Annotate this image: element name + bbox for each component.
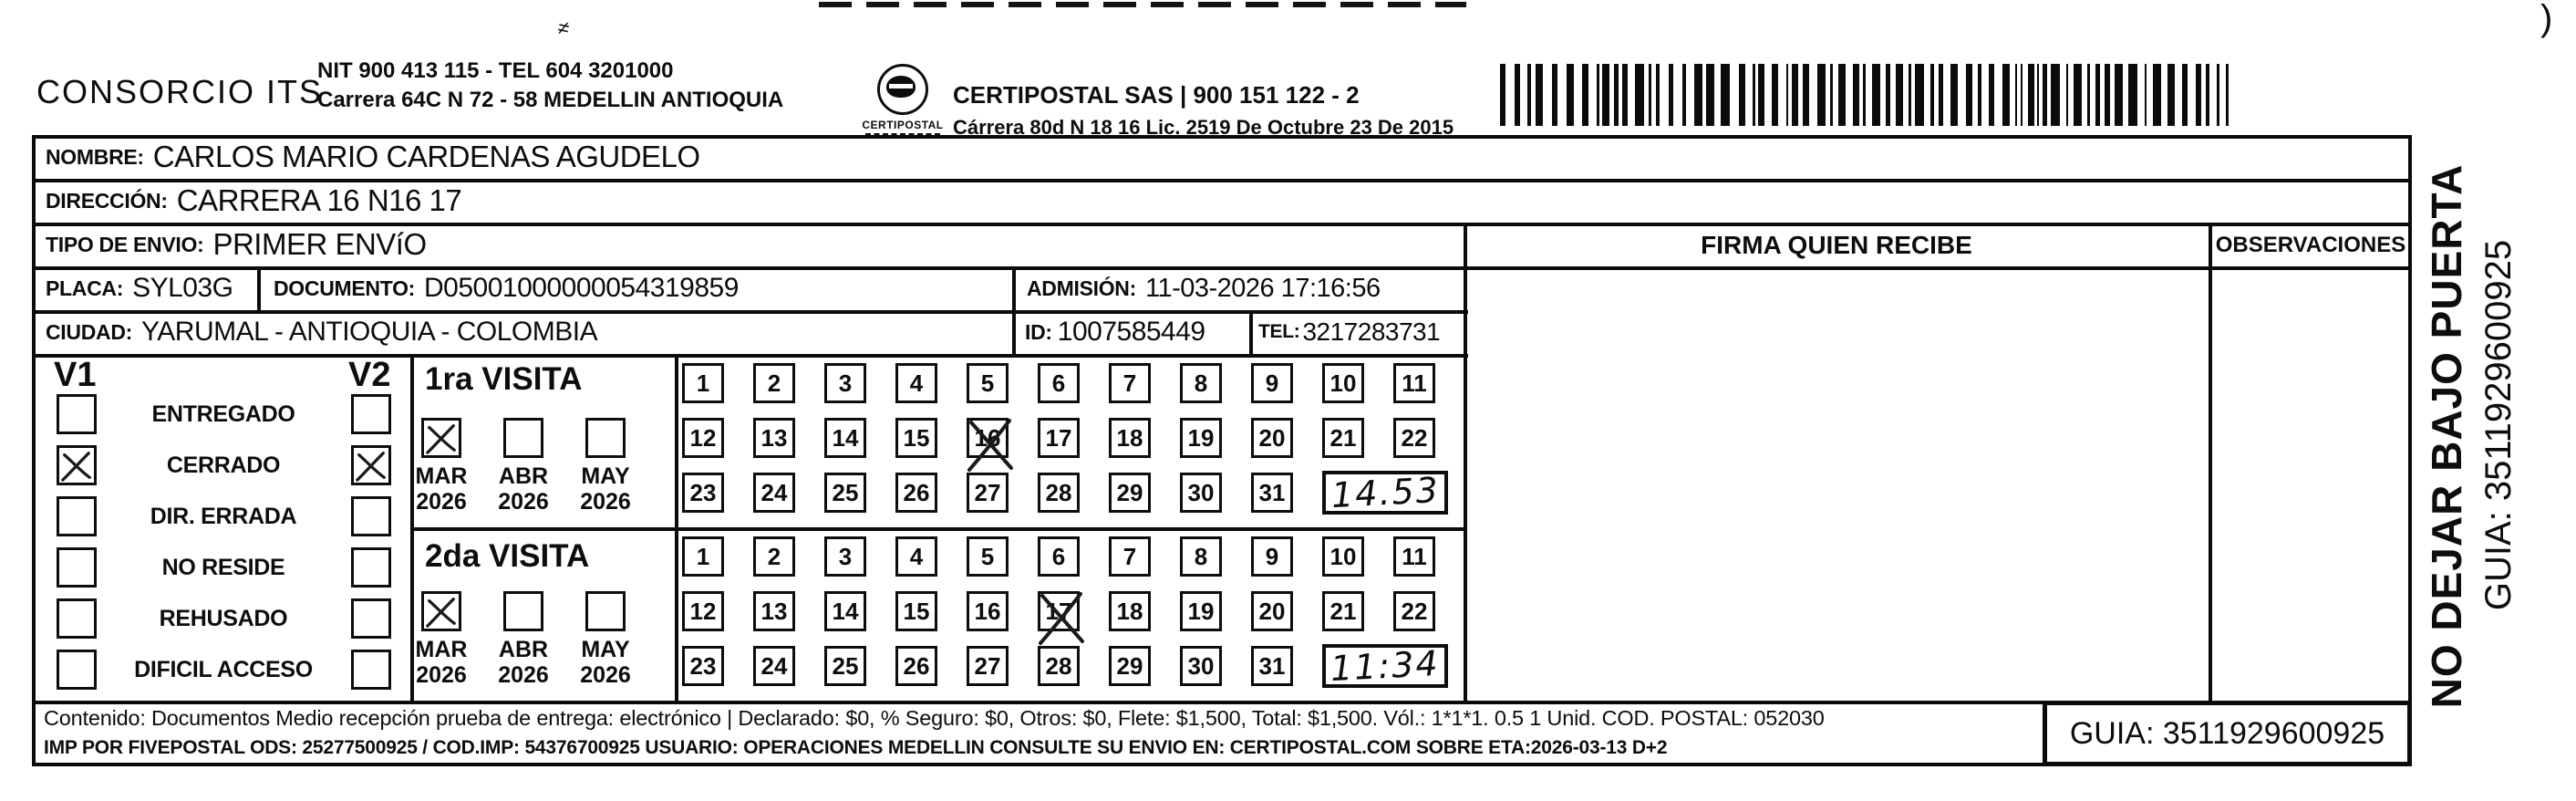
day-cell bbox=[967, 473, 1009, 513]
visit-1-days bbox=[675, 354, 1464, 527]
day-number: 19 bbox=[1187, 423, 1215, 452]
month-year-label: 2026 bbox=[498, 489, 549, 515]
certipostal-logo bbox=[857, 64, 948, 135]
day-cell bbox=[824, 418, 866, 458]
day-number: 30 bbox=[1187, 478, 1215, 506]
day-number: 24 bbox=[760, 478, 788, 506]
status-option-label: DIR. ERRADA bbox=[150, 504, 297, 529]
status-option-label: ENTREGADO bbox=[151, 401, 295, 427]
day-number: 7 bbox=[1122, 369, 1137, 397]
month-label: ABR bbox=[498, 463, 549, 489]
visit-1-months bbox=[410, 354, 675, 527]
day-number: 1 bbox=[696, 369, 710, 397]
status-row bbox=[32, 445, 410, 485]
day-number: 21 bbox=[1329, 597, 1357, 625]
visit-1-block bbox=[410, 354, 1464, 527]
admision-label: ADMISIÓN: bbox=[1027, 276, 1136, 300]
day-number: 5 bbox=[980, 542, 995, 570]
handwritten-time: 11:34 bbox=[1329, 642, 1441, 690]
day-number: 29 bbox=[1116, 651, 1143, 680]
certipostal-license: Cárrera 80d N 18 16 Lic. 2519 De Octubre 23 De 2015 bbox=[953, 116, 1454, 139]
day-cell bbox=[824, 591, 866, 631]
day-cell bbox=[967, 591, 1009, 631]
day-number: 9 bbox=[1265, 369, 1279, 397]
day-cell bbox=[1251, 418, 1293, 458]
day-cell bbox=[753, 473, 795, 513]
visit-2-months bbox=[410, 527, 675, 701]
day-cell bbox=[1322, 591, 1364, 631]
observaciones-column-header: OBSERVACIONES bbox=[2215, 233, 2406, 257]
month-year-label: 2026 bbox=[416, 662, 467, 688]
v1-checkbox bbox=[57, 394, 97, 434]
day-number: 18 bbox=[1116, 597, 1143, 625]
v1-column-label: V1 bbox=[54, 356, 97, 394]
direccion-value: CARRERA 16 N16 17 bbox=[176, 183, 462, 217]
day-number: 16 bbox=[974, 597, 1001, 625]
day-number: 19 bbox=[1187, 597, 1215, 625]
day-number: 13 bbox=[760, 423, 788, 452]
day-cell bbox=[967, 418, 1009, 458]
day-cell bbox=[682, 536, 724, 577]
month-year-label: 2026 bbox=[498, 662, 549, 688]
handwritten-x-mark bbox=[354, 448, 388, 483]
day-cell bbox=[682, 363, 724, 403]
admision-cell bbox=[1027, 266, 1381, 310]
day-number: 10 bbox=[1329, 369, 1357, 397]
handwritten-x-mark bbox=[424, 421, 459, 455]
day-number: 25 bbox=[832, 478, 859, 506]
delivery-status-panel bbox=[32, 354, 410, 701]
side-note-no-dejar: NO DEJAR BAJO PUERTA bbox=[2423, 163, 2470, 709]
side-note-guia: GUIA: 3511929600925 bbox=[2478, 239, 2519, 611]
day-number: 31 bbox=[1258, 478, 1286, 506]
v1-checkbox bbox=[57, 496, 97, 536]
day-cell bbox=[1322, 536, 1364, 577]
day-number: 22 bbox=[1401, 597, 1428, 625]
tipo-envio-label: TIPO DE ENVIO: bbox=[46, 232, 204, 256]
day-cell bbox=[1251, 646, 1293, 686]
day-cell bbox=[1393, 536, 1435, 577]
status-option-label: NO RESIDE bbox=[161, 555, 285, 580]
handwritten-time-box bbox=[1322, 471, 1448, 515]
direccion-label: DIRECCIÓN: bbox=[46, 188, 168, 213]
contenido-line: Contenido: Documentos Medio recepción prueba de entrega: electrónico | Declarado: $0, % Seguro: $0, Otros: $0, Flete: $1,500, Total: $1,500. Vól.: 1*1*1. 0.5 1 Unid. COD. POSTAL: 052030 bbox=[44, 706, 1825, 730]
day-number: 15 bbox=[903, 423, 930, 452]
v2-column-label: V2 bbox=[348, 356, 391, 394]
month-label: MAR bbox=[415, 463, 468, 489]
day-number: 11 bbox=[1402, 369, 1427, 397]
day-number: 5 bbox=[980, 369, 995, 397]
tel-cell bbox=[1258, 310, 1440, 354]
documento-label: DOCUMENTO: bbox=[274, 276, 416, 300]
month-label: MAY bbox=[581, 637, 630, 662]
admision-value: 11-03-2026 17:16:56 bbox=[1144, 273, 1381, 303]
day-cell bbox=[753, 363, 795, 403]
day-number: 4 bbox=[909, 369, 924, 397]
handwritten-x-mark bbox=[424, 594, 459, 629]
v1-checkbox bbox=[57, 650, 97, 690]
day-cell bbox=[1180, 418, 1222, 458]
day-number: 24 bbox=[760, 651, 788, 680]
day-cell bbox=[682, 473, 724, 513]
id-cell bbox=[1025, 310, 1205, 354]
day-cell bbox=[682, 646, 724, 686]
day-cell bbox=[1109, 418, 1151, 458]
status-row bbox=[32, 598, 410, 639]
handwritten-time-box bbox=[1322, 644, 1448, 688]
day-cell bbox=[1393, 363, 1435, 403]
tipo-envio-row bbox=[46, 223, 427, 266]
scan-artifact-mark: ≠ bbox=[555, 16, 572, 40]
day-number: 11 bbox=[1402, 542, 1427, 570]
day-cell bbox=[753, 646, 795, 686]
visit-1-title: 1ra VISITA bbox=[425, 361, 583, 397]
day-cell bbox=[1109, 536, 1151, 577]
day-cell bbox=[1180, 363, 1222, 403]
visit-2-title: 2da VISITA bbox=[425, 538, 590, 574]
status-option-label: CERRADO bbox=[166, 453, 281, 478]
day-cell bbox=[1180, 536, 1222, 577]
day-number: 12 bbox=[689, 597, 717, 625]
day-cell bbox=[1251, 363, 1293, 403]
month-label: MAY bbox=[581, 463, 630, 489]
day-number: 20 bbox=[1258, 597, 1286, 625]
day-number: 14 bbox=[832, 597, 859, 625]
day-cell bbox=[1109, 591, 1151, 631]
day-cell bbox=[753, 536, 795, 577]
certipostal-logo-icon bbox=[877, 64, 928, 115]
month-checkbox-checked bbox=[421, 591, 461, 631]
day-cell bbox=[1038, 418, 1080, 458]
day-cell bbox=[1109, 646, 1151, 686]
day-cell bbox=[1038, 646, 1080, 686]
scan-artifact-paren: ) bbox=[2540, 0, 2553, 38]
documento-cell bbox=[274, 266, 739, 310]
month-checkbox bbox=[503, 418, 543, 458]
id-label: ID: bbox=[1025, 319, 1052, 344]
day-cell bbox=[1038, 363, 1080, 403]
day-number: 27 bbox=[974, 651, 1001, 680]
imp-line: IMP POR FIVEPOSTAL ODS: 25277500925 / COD.IMP: 54376700925 USUARIO: OPERACIONES MEDELLIN CONSULTE SU ENVIO EN: CERTIPOSTAL.COM SOBRE ETA:2026-03-13 D+2 bbox=[44, 737, 1668, 758]
day-cell bbox=[1393, 591, 1435, 631]
nombre-value: CARLOS MARIO CARDENAS AGUDELO bbox=[152, 140, 700, 173]
day-number: 17 bbox=[1045, 597, 1072, 625]
v1-checkbox bbox=[57, 598, 97, 639]
tipo-envio-value: PRIMER ENVíO bbox=[212, 227, 427, 261]
grid-line bbox=[1012, 266, 1016, 354]
day-cell bbox=[1180, 646, 1222, 686]
firma-column-header: FIRMA QUIEN RECIBE bbox=[1701, 231, 1972, 259]
company-address: Carrera 64C N 72 - 58 MEDELLIN ANTIOQUIA bbox=[317, 88, 784, 112]
day-number: 8 bbox=[1194, 369, 1208, 397]
day-cell bbox=[895, 473, 937, 513]
day-cell bbox=[824, 646, 866, 686]
day-cell bbox=[1251, 591, 1293, 631]
placa-cell bbox=[46, 266, 233, 310]
handwritten-time: 14.53 bbox=[1329, 469, 1441, 516]
visit-2-days bbox=[675, 527, 1464, 701]
placa-value: SYL03G bbox=[132, 273, 233, 303]
month-year-label: 2026 bbox=[416, 489, 467, 515]
ciudad-value: YARUMAL - ANTIOQUIA - COLOMBIA bbox=[141, 317, 598, 347]
handwritten-x-mark bbox=[59, 448, 94, 483]
day-cell bbox=[895, 418, 937, 458]
day-number: 13 bbox=[760, 597, 788, 625]
day-cell bbox=[1180, 591, 1222, 631]
day-cell bbox=[1322, 418, 1364, 458]
status-option-label: DIFICIL ACCESO bbox=[134, 657, 313, 682]
id-value: 1007585449 bbox=[1057, 317, 1205, 347]
day-number: 9 bbox=[1265, 542, 1279, 570]
ciudad-label: CIUDAD: bbox=[46, 319, 132, 344]
day-number: 22 bbox=[1401, 423, 1428, 452]
day-cell bbox=[753, 418, 795, 458]
month-label: MAR bbox=[415, 637, 468, 662]
status-row bbox=[32, 547, 410, 588]
day-cell bbox=[967, 363, 1009, 403]
v2-checkbox bbox=[351, 496, 391, 536]
documento-value: D05001000000054319859 bbox=[424, 273, 739, 303]
day-number: 16 bbox=[974, 423, 1001, 452]
day-cell bbox=[1251, 473, 1293, 513]
month-checkbox bbox=[503, 591, 543, 631]
day-cell bbox=[895, 591, 937, 631]
day-number: 31 bbox=[1258, 651, 1286, 680]
nombre-row bbox=[46, 135, 700, 179]
day-number: 25 bbox=[832, 651, 859, 680]
day-number: 7 bbox=[1122, 542, 1137, 570]
day-cell bbox=[1038, 536, 1080, 577]
day-number: 2 bbox=[767, 542, 781, 570]
status-row bbox=[32, 394, 410, 434]
day-number: 21 bbox=[1329, 423, 1357, 452]
day-number: 20 bbox=[1258, 423, 1286, 452]
v1-checkbox-checked bbox=[57, 445, 97, 485]
day-number: 8 bbox=[1194, 542, 1208, 570]
day-number: 29 bbox=[1116, 478, 1143, 506]
barcode bbox=[1500, 64, 2239, 126]
day-number: 30 bbox=[1187, 651, 1215, 680]
day-cell bbox=[1180, 473, 1222, 513]
day-number: 28 bbox=[1045, 478, 1072, 506]
day-cell bbox=[753, 591, 795, 631]
logo-caption: CERTIPOSTAL bbox=[862, 119, 944, 131]
company-info bbox=[317, 57, 783, 115]
day-number: 27 bbox=[974, 478, 1001, 506]
day-cell bbox=[1109, 363, 1151, 403]
month-label: ABR bbox=[498, 637, 549, 662]
day-cell bbox=[824, 363, 866, 403]
ciudad-cell bbox=[46, 310, 597, 354]
grid-line bbox=[2209, 223, 2212, 701]
status-row bbox=[32, 650, 410, 690]
v2-checkbox bbox=[351, 598, 391, 639]
status-row bbox=[32, 496, 410, 536]
month-checkbox bbox=[585, 418, 626, 458]
v2-checkbox bbox=[351, 547, 391, 588]
placa-label: PLACA: bbox=[46, 276, 124, 300]
day-cell bbox=[1038, 473, 1080, 513]
day-number: 10 bbox=[1329, 542, 1357, 570]
day-number: 6 bbox=[1051, 369, 1066, 397]
grid-line bbox=[1464, 223, 1467, 701]
day-number: 17 bbox=[1045, 423, 1072, 452]
visit-2-block bbox=[410, 527, 1464, 701]
day-cell bbox=[967, 536, 1009, 577]
handwritten-day-cross bbox=[1033, 587, 1090, 647]
certipostal-name: CERTIPOSTAL SAS | 900 151 122 - 2 bbox=[953, 81, 1360, 109]
day-cell bbox=[1251, 536, 1293, 577]
day-cell bbox=[1109, 473, 1151, 513]
company-nit: NIT 900 413 115 - TEL 604 3201000 bbox=[317, 58, 674, 83]
day-number: 3 bbox=[838, 369, 853, 397]
day-number: 26 bbox=[903, 478, 930, 506]
day-number: 26 bbox=[903, 651, 930, 680]
day-number: 23 bbox=[689, 478, 717, 506]
day-cell bbox=[895, 363, 937, 403]
day-number: 12 bbox=[689, 423, 717, 452]
day-cell bbox=[967, 646, 1009, 686]
v2-checkbox bbox=[351, 650, 391, 690]
tel-label: TEL: bbox=[1258, 321, 1300, 342]
month-checkbox-checked bbox=[421, 418, 461, 458]
day-number: 2 bbox=[767, 369, 781, 397]
day-number: 23 bbox=[689, 651, 717, 680]
day-cell bbox=[895, 536, 937, 577]
day-cell bbox=[824, 473, 866, 513]
day-number: 28 bbox=[1045, 651, 1072, 680]
day-cell bbox=[895, 646, 937, 686]
day-cell bbox=[824, 536, 866, 577]
month-year-label: 2026 bbox=[580, 662, 631, 688]
day-cell bbox=[1038, 591, 1080, 631]
nombre-label: NOMBRE: bbox=[46, 144, 144, 169]
day-cell bbox=[1393, 418, 1435, 458]
guia-number-box: GUIA: 3511929600925 bbox=[2043, 701, 2412, 766]
day-number: 15 bbox=[903, 597, 930, 625]
handwritten-day-cross bbox=[962, 413, 1019, 473]
grid-line bbox=[257, 266, 261, 310]
v1-checkbox bbox=[57, 547, 97, 588]
month-checkbox bbox=[585, 591, 626, 631]
v2-checkbox-checked bbox=[351, 445, 391, 485]
grid-line bbox=[1249, 310, 1253, 354]
day-number: 6 bbox=[1051, 542, 1066, 570]
day-cell bbox=[682, 591, 724, 631]
v2-checkbox bbox=[351, 394, 391, 434]
status-option-label: REHUSADO bbox=[159, 606, 288, 631]
company-name: CONSORCIO ITS bbox=[36, 73, 324, 110]
day-number: 4 bbox=[909, 542, 924, 570]
day-number: 1 bbox=[696, 542, 710, 570]
day-number: 18 bbox=[1116, 423, 1143, 452]
day-cell bbox=[1322, 363, 1364, 403]
direccion-row bbox=[46, 179, 461, 223]
scan-artifact-line bbox=[819, 2, 1466, 7]
tel-value: 3217283731 bbox=[1302, 317, 1441, 346]
day-number: 3 bbox=[838, 542, 853, 570]
day-cell bbox=[682, 418, 724, 458]
day-number: 14 bbox=[832, 423, 859, 452]
month-year-label: 2026 bbox=[580, 489, 631, 515]
